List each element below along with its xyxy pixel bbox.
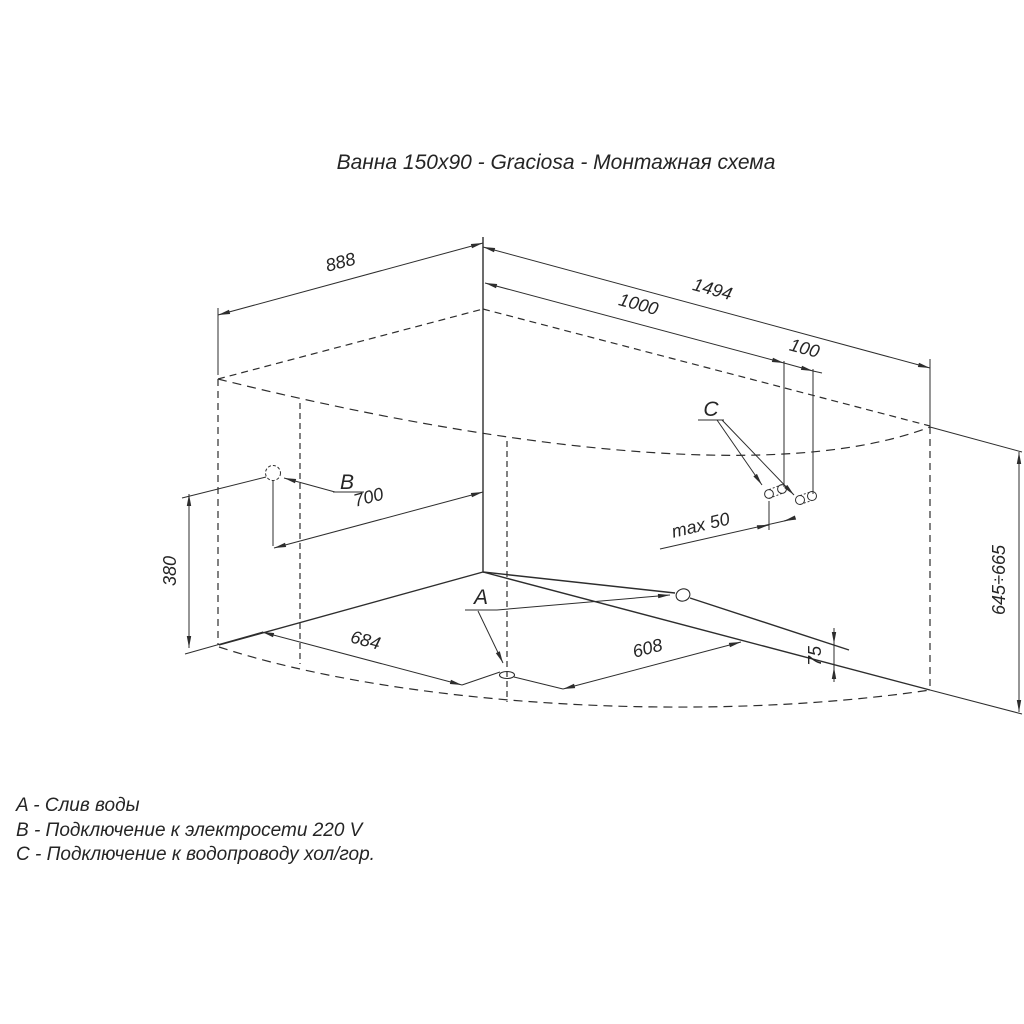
leader-c-fitting-2 bbox=[722, 420, 794, 495]
water-fitting-left-circle-2 bbox=[778, 485, 787, 494]
legend-item-c: C - Подключение к водопроводу хол/гор. bbox=[16, 844, 375, 865]
dim-text-645-665: 645÷665 bbox=[989, 545, 1009, 615]
leader-b bbox=[284, 478, 335, 492]
ext-380-top bbox=[182, 477, 266, 498]
dim-text-888: 888 bbox=[323, 248, 358, 276]
drawing-title: Ванна 150x90 - Graciosa - Монтажная схема bbox=[336, 151, 776, 174]
drain-pipe-line bbox=[690, 598, 849, 650]
dim-text-608: 608 bbox=[630, 634, 665, 662]
legend-item-a: A - Слив воды bbox=[16, 795, 140, 816]
water-fitting-left bbox=[765, 485, 787, 499]
leader-lines bbox=[284, 420, 794, 663]
dim-line-100-tail bbox=[813, 371, 822, 373]
legend-item-b: B - Подключение к электросети 220 V bbox=[16, 820, 363, 841]
connector-684-drain bbox=[462, 672, 500, 685]
leader-c-fitting-1 bbox=[717, 420, 762, 485]
water-fitting-right-circle-1 bbox=[796, 496, 805, 505]
floor-drain-edge bbox=[483, 572, 675, 593]
connection-points bbox=[266, 466, 817, 679]
dim-text-max50: max 50 bbox=[669, 508, 732, 542]
dim-text-700: 700 bbox=[351, 483, 386, 511]
rim-front-curve bbox=[218, 379, 930, 455]
extension-lines bbox=[182, 308, 1022, 714]
label-b: B bbox=[339, 471, 355, 494]
dim-text-1494: 1494 bbox=[690, 274, 735, 305]
connector-608-drain bbox=[514, 677, 563, 689]
label-a: A bbox=[473, 586, 489, 609]
ext-645-bottom bbox=[930, 690, 1022, 714]
dim-text-684: 684 bbox=[348, 626, 383, 654]
label-c: C bbox=[703, 398, 719, 421]
ext-380-bottom bbox=[185, 632, 263, 654]
water-fitting-right-bottom bbox=[800, 501, 812, 505]
dimension-texts bbox=[160, 249, 1009, 666]
right-floor-bottom-edge bbox=[483, 572, 930, 690]
tub-solid-edges bbox=[219, 237, 930, 690]
left-wall-top-edge bbox=[218, 309, 483, 379]
leader-a-drain-hole bbox=[497, 595, 670, 610]
dim-line-1494 bbox=[483, 247, 930, 368]
electric-connection-point bbox=[266, 466, 281, 481]
dimension-lines bbox=[189, 243, 1019, 712]
dim-text-100: 100 bbox=[787, 334, 822, 362]
ext-645-top bbox=[930, 427, 1022, 452]
dim-text-75: 75 bbox=[805, 645, 825, 667]
water-fitting-left-circle-1 bbox=[765, 490, 774, 499]
dim-text-380: 380 bbox=[160, 555, 180, 587]
drain-hole bbox=[674, 587, 691, 603]
dim-line-100 bbox=[784, 363, 813, 371]
legend bbox=[15, 795, 375, 865]
leader-a-drain-outlet bbox=[478, 611, 503, 663]
dim-text-1000: 1000 bbox=[616, 289, 661, 320]
